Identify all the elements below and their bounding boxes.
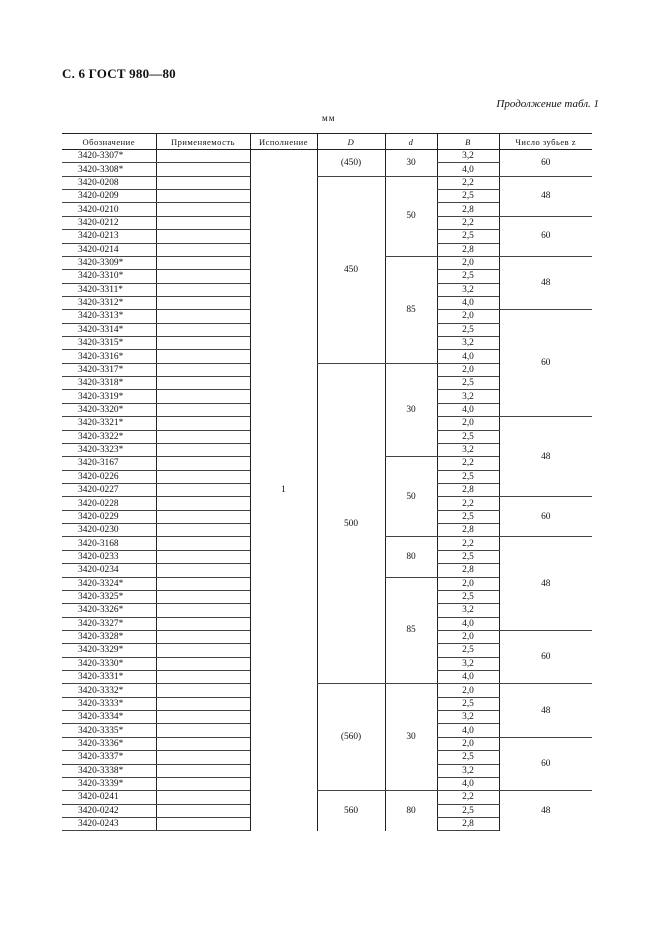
designation-cell: 3420-3167 (62, 457, 156, 470)
applicability-cell (156, 310, 250, 323)
applicability-cell (156, 163, 250, 176)
designation-cell: 3420-0208 (62, 176, 156, 189)
width-cell: 3,2 (437, 604, 499, 617)
width-cell: 2,2 (437, 176, 499, 189)
designation-cell: 3420-0230 (62, 524, 156, 537)
designation-cell: 3420-0242 (62, 804, 156, 817)
width-cell: 2,8 (437, 817, 499, 830)
width-cell: 2,5 (437, 550, 499, 563)
version-cell: 1 (250, 150, 317, 831)
designation-cell: 3420-3309* (62, 256, 156, 269)
applicability-cell (156, 350, 250, 363)
designation-cell: 3420-3326* (62, 604, 156, 617)
designation-cell: 3420-3311* (62, 283, 156, 296)
designation-cell: 3420-0229 (62, 510, 156, 523)
width-cell: 4,0 (437, 163, 499, 176)
width-cell: 2,5 (437, 644, 499, 657)
inner-diameter-cell: 30 (385, 363, 437, 457)
width-cell: 2,5 (437, 470, 499, 483)
width-cell: 2,0 (437, 737, 499, 750)
teeth-count-cell: 48 (499, 176, 592, 216)
width-cell: 3,2 (437, 337, 499, 350)
width-cell: 2,8 (437, 564, 499, 577)
designation-cell: 3420-3325* (62, 590, 156, 603)
width-cell: 4,0 (437, 777, 499, 790)
designation-cell: 3420-3319* (62, 390, 156, 403)
width-cell: 4,0 (437, 350, 499, 363)
col-header-outer-diameter: D (317, 134, 385, 150)
applicability-cell (156, 270, 250, 283)
width-cell: 2,5 (437, 230, 499, 243)
designation-cell: 3420-3324* (62, 577, 156, 590)
applicability-cell (156, 817, 250, 830)
designation-cell: 3420-3313* (62, 310, 156, 323)
applicability-cell (156, 243, 250, 256)
col-header-designation: Обозначение (62, 134, 156, 150)
table-continuation-label: Продолжение табл. 1 (496, 98, 599, 110)
applicability-cell (156, 150, 250, 163)
applicability-cell (156, 176, 250, 189)
teeth-count-cell: 60 (499, 216, 592, 256)
inner-diameter-cell: 50 (385, 457, 437, 537)
teeth-count-cell: 60 (499, 630, 592, 683)
applicability-cell (156, 791, 250, 804)
inner-diameter-cell: 30 (385, 684, 437, 791)
applicability-cell (156, 363, 250, 376)
applicability-cell (156, 390, 250, 403)
applicability-cell (156, 630, 250, 643)
applicability-cell (156, 644, 250, 657)
applicability-cell (156, 711, 250, 724)
inner-diameter-cell: 80 (385, 537, 437, 577)
width-cell: 3,2 (437, 657, 499, 670)
designation-cell: 3420-3331* (62, 671, 156, 684)
applicability-cell (156, 577, 250, 590)
designation-cell: 3420-3335* (62, 724, 156, 737)
applicability-cell (156, 524, 250, 537)
width-cell: 2,5 (437, 430, 499, 443)
applicability-cell (156, 590, 250, 603)
width-cell: 2,8 (437, 483, 499, 496)
designation-cell: 3420-0212 (62, 216, 156, 229)
designation-cell: 3420-3336* (62, 737, 156, 750)
table-header-row (62, 134, 592, 150)
applicability-cell (156, 604, 250, 617)
width-cell: 3,2 (437, 283, 499, 296)
applicability-cell (156, 230, 250, 243)
designation-cell: 3420-3307* (62, 150, 156, 163)
inner-diameter-cell: 50 (385, 176, 437, 256)
width-cell: 2,5 (437, 590, 499, 603)
designation-cell: 3420-0228 (62, 497, 156, 510)
col-header-width: B (437, 134, 499, 150)
width-cell: 2,8 (437, 203, 499, 216)
applicability-cell (156, 483, 250, 496)
width-cell: 2,2 (437, 497, 499, 510)
width-cell: 2,2 (437, 537, 499, 550)
width-cell: 2,0 (437, 630, 499, 643)
width-cell: 3,2 (437, 150, 499, 163)
applicability-cell (156, 537, 250, 550)
designation-cell: 3420-3321* (62, 417, 156, 430)
width-cell: 2,8 (437, 243, 499, 256)
width-cell: 2,0 (437, 363, 499, 376)
width-cell: 2,8 (437, 524, 499, 537)
designation-cell: 3420-3314* (62, 323, 156, 336)
outer-diameter-cell: 450 (317, 176, 385, 363)
applicability-cell (156, 256, 250, 269)
applicability-cell (156, 510, 250, 523)
designation-cell: 3420-3327* (62, 617, 156, 630)
table-row (62, 176, 592, 189)
width-cell: 2,0 (437, 310, 499, 323)
width-cell: 2,5 (437, 377, 499, 390)
col-header-version: Исполнение (250, 134, 317, 150)
spec-table (62, 133, 592, 831)
designation-cell: 3420-3308* (62, 163, 156, 176)
teeth-count-cell: 48 (499, 256, 592, 309)
width-cell: 2,0 (437, 577, 499, 590)
designation-cell: 3420-0209 (62, 190, 156, 203)
teeth-count-cell: 60 (499, 150, 592, 177)
width-cell: 2,0 (437, 417, 499, 430)
inner-diameter-cell: 85 (385, 256, 437, 363)
width-cell: 2,0 (437, 256, 499, 269)
applicability-cell (156, 737, 250, 750)
designation-cell: 3420-3337* (62, 751, 156, 764)
applicability-cell (156, 671, 250, 684)
width-cell: 4,0 (437, 724, 499, 737)
width-cell: 2,2 (437, 457, 499, 470)
outer-diameter-cell: (450) (317, 150, 385, 177)
applicability-cell (156, 430, 250, 443)
teeth-count-cell: 48 (499, 791, 592, 831)
width-cell: 3,2 (437, 711, 499, 724)
width-cell: 4,0 (437, 403, 499, 416)
width-cell: 2,5 (437, 751, 499, 764)
designation-cell: 3420-0241 (62, 791, 156, 804)
designation-cell: 3420-3323* (62, 443, 156, 456)
applicability-cell (156, 777, 250, 790)
designation-cell: 3420-3333* (62, 697, 156, 710)
table-body (62, 150, 592, 831)
designation-cell: 3420-0226 (62, 470, 156, 483)
col-header-teeth-count: Число зубьев z (499, 134, 592, 150)
applicability-cell (156, 216, 250, 229)
applicability-cell (156, 684, 250, 697)
designation-cell: 3420-3320* (62, 403, 156, 416)
col-header-inner-diameter: d (385, 134, 437, 150)
designation-cell: 3420-3312* (62, 296, 156, 309)
width-cell: 2,2 (437, 216, 499, 229)
table-row (62, 684, 592, 697)
applicability-cell (156, 283, 250, 296)
width-cell: 2,5 (437, 323, 499, 336)
width-cell: 2,5 (437, 697, 499, 710)
units-label: мм (322, 113, 336, 123)
designation-cell: 3420-3334* (62, 711, 156, 724)
applicability-cell (156, 377, 250, 390)
applicability-cell (156, 697, 250, 710)
applicability-cell (156, 296, 250, 309)
table-row (62, 791, 592, 804)
designation-cell: 3420-3329* (62, 644, 156, 657)
applicability-cell (156, 203, 250, 216)
designation-cell: 3420-0214 (62, 243, 156, 256)
applicability-cell (156, 497, 250, 510)
applicability-cell (156, 724, 250, 737)
applicability-cell (156, 443, 250, 456)
width-cell: 3,2 (437, 390, 499, 403)
designation-cell: 3420-3330* (62, 657, 156, 670)
designation-cell: 3420-3318* (62, 377, 156, 390)
applicability-cell (156, 470, 250, 483)
width-cell: 4,0 (437, 296, 499, 309)
inner-diameter-cell: 80 (385, 791, 437, 831)
applicability-cell (156, 417, 250, 430)
designation-cell: 3420-3338* (62, 764, 156, 777)
width-cell: 2,5 (437, 804, 499, 817)
designation-cell: 3420-0213 (62, 230, 156, 243)
applicability-cell (156, 323, 250, 336)
table-row (62, 150, 592, 163)
width-cell: 4,0 (437, 671, 499, 684)
applicability-cell (156, 337, 250, 350)
applicability-cell (156, 190, 250, 203)
designation-cell: 3420-0233 (62, 550, 156, 563)
teeth-count-cell: 48 (499, 417, 592, 497)
applicability-cell (156, 617, 250, 630)
applicability-cell (156, 564, 250, 577)
inner-diameter-cell: 85 (385, 577, 437, 684)
designation-cell: 3420-0234 (62, 564, 156, 577)
designation-cell: 3420-3328* (62, 630, 156, 643)
inner-diameter-cell: 30 (385, 150, 437, 177)
designation-cell: 3420-3322* (62, 430, 156, 443)
designation-cell: 3420-0227 (62, 483, 156, 496)
applicability-cell (156, 457, 250, 470)
designation-cell: 3420-3310* (62, 270, 156, 283)
designation-cell: 3420-3315* (62, 337, 156, 350)
width-cell: 2,5 (437, 190, 499, 203)
designation-cell: 3420-0243 (62, 817, 156, 830)
teeth-count-cell: 48 (499, 684, 592, 737)
applicability-cell (156, 751, 250, 764)
outer-diameter-cell: (560) (317, 684, 385, 791)
designation-cell: 3420-3317* (62, 363, 156, 376)
designation-cell: 3420-3316* (62, 350, 156, 363)
applicability-cell (156, 550, 250, 563)
outer-diameter-cell: 500 (317, 363, 385, 684)
designation-cell: 3420-0210 (62, 203, 156, 216)
width-cell: 3,2 (437, 764, 499, 777)
width-cell: 3,2 (437, 443, 499, 456)
width-cell: 2,0 (437, 684, 499, 697)
page-header: С. 6 ГОСТ 980—80 (62, 66, 176, 81)
teeth-count-cell: 48 (499, 537, 592, 631)
applicability-cell (156, 403, 250, 416)
teeth-count-cell: 60 (499, 737, 592, 790)
applicability-cell (156, 657, 250, 670)
teeth-count-cell: 60 (499, 310, 592, 417)
width-cell: 2,2 (437, 791, 499, 804)
width-cell: 2,5 (437, 270, 499, 283)
outer-diameter-cell: 560 (317, 791, 385, 831)
applicability-cell (156, 764, 250, 777)
designation-cell: 3420-3339* (62, 777, 156, 790)
applicability-cell (156, 804, 250, 817)
width-cell: 2,5 (437, 510, 499, 523)
teeth-count-cell: 60 (499, 497, 592, 537)
col-header-applicability: Применяемость (156, 134, 250, 150)
designation-cell: 3420-3168 (62, 537, 156, 550)
width-cell: 4,0 (437, 617, 499, 630)
designation-cell: 3420-3332* (62, 684, 156, 697)
